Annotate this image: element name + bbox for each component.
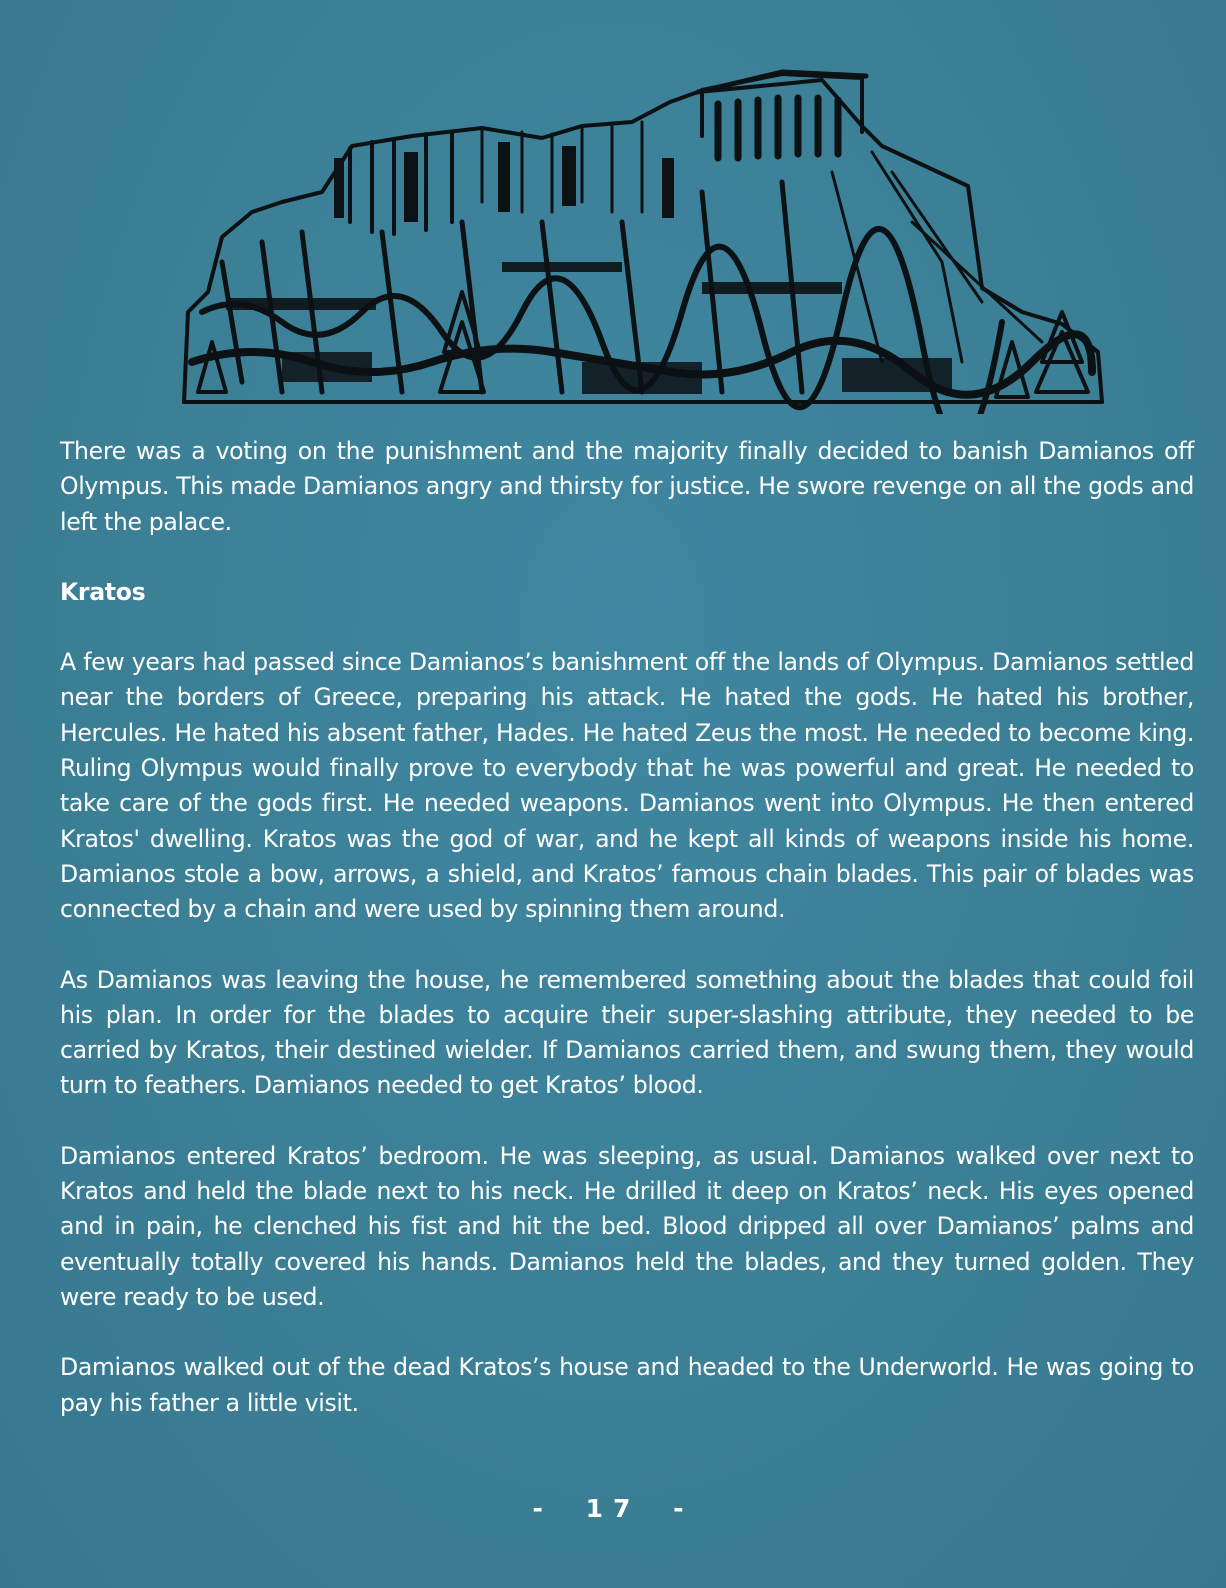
page-body: [60, 434, 1194, 1456]
acropolis-engraving-icon: [182, 62, 1106, 414]
page-number: - 17 -: [532, 1494, 694, 1523]
paragraph-2: A few years had passed since Damianos’s banishment off the lands of Olympus. Damianos settled near the borders of Greece, preparing his attack. He hated the gods. He hated his brother, Hercules. He hated his absent father, Hades. He hated Zeus the most. He needed to become king. Ruling Olympus would finally prove to everybody that he was powerful and great. He needed to take care of the gods first. He needed weapons. Damianos went into Olympus. He then entered Kratos' dwelling. Kratos was the god of war, and he kept all kinds of weapons inside his home. Damianos stole a bow, arrows, a shield, and Kratos’ famous chain blades. This pair of blades was connected by a chain and were used by spinning them around.: [60, 648, 1194, 924]
paragraph-5: Damianos walked out of the dead Kratos’s house and headed to the Underworld. He was going to pay his father a little visit.: [60, 1353, 1194, 1417]
paragraph-3: As Damianos was leaving the house, he remembered something about the blades that could foil his plan. In order for the blades to acquire their super-slashing attribute, they needed to be carried by Kratos, their destined wielder. If Damianos carried them, and swung them, they would turn to feathers. Damianos needed to get Kratos’ blood.: [60, 965, 1194, 1100]
paragraph-4: Damianos entered Kratos’ bedroom. He was sleeping, as usual. Damianos walked over next to Kratos and held the blade next to his neck. He drilled it deep on Kratos’ neck. His eyes opened and in pain, he clenched his fist and hit the bed. Blood dripped all over Damianos’ palms and eventually totally covered his hands. Damianos held the blades, and they turned golden. They were ready to be used.: [60, 1141, 1194, 1311]
paragraph-1: There was a voting on the punishment and the majority finally decided to banish Damianos off Olympus. This made Damianos angry and thirsty for justice. He swore revenge on all the gods and left the palace.: [60, 437, 1194, 536]
section-heading: Kratos: [60, 577, 146, 606]
